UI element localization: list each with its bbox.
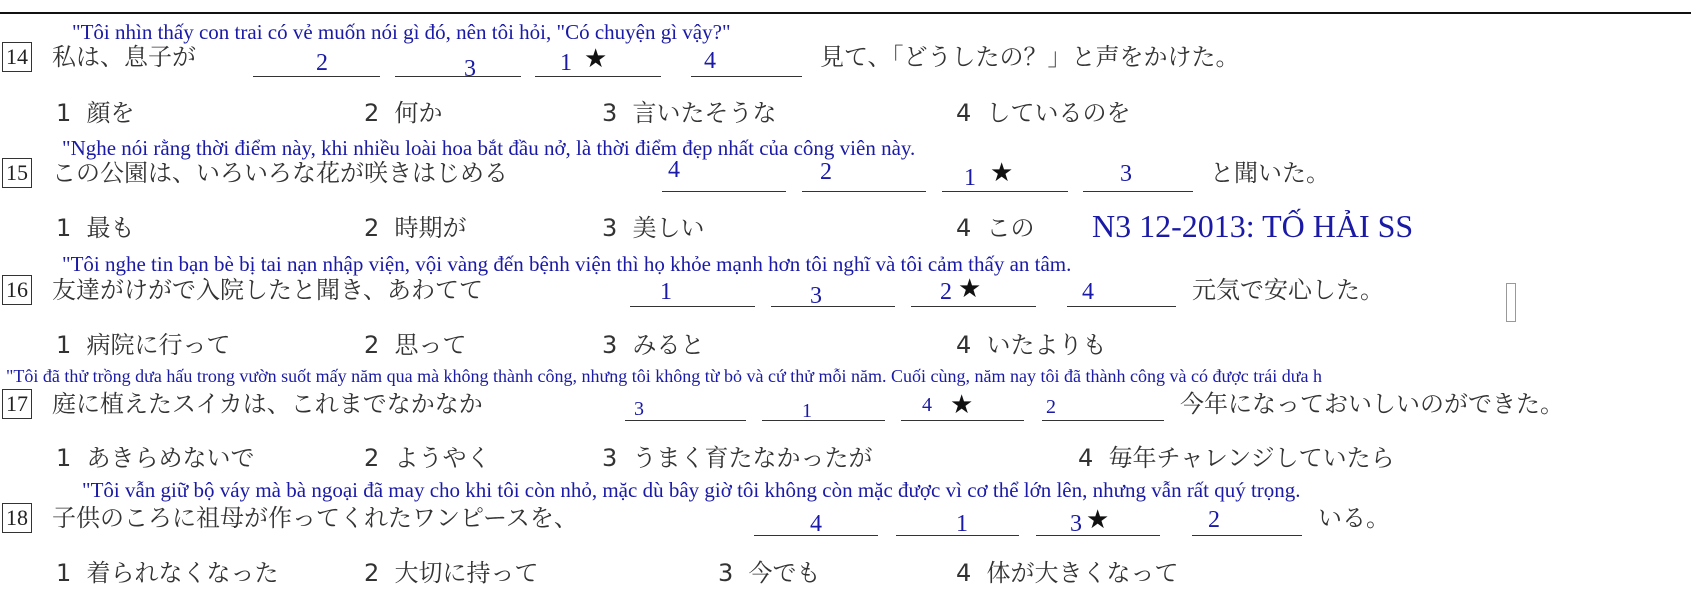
option-text: うまく育たなかったが (632, 444, 873, 472)
option-number: 4 (956, 559, 972, 587)
q14-sentence-start: 私は、息子が (52, 43, 196, 71)
q16-translation: "Tôi nghe tin bạn bè bị tai nạn nhập viện, vội vàng đến bệnh viện thì họ khỏe mạnh hơn tôi nghĩ và tôi cảm thấy an tâm. (62, 252, 1072, 276)
option-text: 着られなくなった (86, 559, 279, 587)
q15-answer-4: 3 (1120, 161, 1132, 187)
option-text: いたよりも (986, 331, 1107, 359)
q17-option-2[interactable] (364, 443, 491, 473)
option-text: しているのを (986, 99, 1131, 127)
q14-option-3[interactable] (602, 98, 777, 128)
option-number: 2 (364, 444, 380, 472)
q17-translation: "Tôi đã thử trồng dưa hấu trong vườn suốt mấy năm qua mà không thành công, nhưng tôi không từ bỏ và cứ thử mỗi năm. Cuối cùng, năm nay tôi đã thành công và có được trái dưa h (6, 366, 1322, 386)
q17-blank-2[interactable] (762, 390, 885, 421)
q16-blank-1[interactable] (630, 276, 755, 307)
q17-option-3[interactable] (602, 443, 873, 473)
q18-answer-2: 1 (956, 511, 968, 537)
q15-sentence-end: と聞いた。 (1210, 159, 1330, 187)
q17-answer-2: 1 (802, 400, 812, 422)
option-text: 顔を (86, 99, 135, 127)
q14-star-mark: ★ (584, 44, 608, 74)
document-watermark: N3 12-2013: TỐ HẢI SS (1092, 208, 1414, 244)
option-number: 1 (56, 214, 72, 242)
q18-sentence-start: 子供のころに祖母が作ってくれたワンピースを、 (52, 504, 578, 532)
option-text: 言いたそうな (632, 99, 777, 127)
q16-answer-1: 1 (660, 279, 672, 305)
option-text: 最も (86, 214, 135, 242)
q18-number: 18 (2, 503, 32, 533)
q15-option-1[interactable] (56, 213, 135, 243)
q18-translation: "Tôi vẫn giữ bộ váy mà bà ngoại đã may cho khi tôi còn nhỏ, mặc dù bây giờ tôi không còn mặc được vì cơ thể lớn lên, nhưng vẫn rất quý trọng. (82, 478, 1301, 502)
option-number: 2 (364, 99, 380, 127)
q17-star-mark: ★ (950, 390, 974, 420)
option-number: 3 (602, 444, 618, 472)
q14-answer-3: 1 (560, 50, 572, 76)
option-text: 思って (394, 331, 467, 359)
q15-option-2[interactable] (364, 213, 467, 243)
q15-sentence-start: この公園は、いろいろな花が咲きはじめる (52, 159, 508, 187)
option-number: 1 (56, 99, 72, 127)
q16-star-mark: ★ (958, 274, 982, 304)
q15-blank-4[interactable] (1083, 161, 1193, 192)
q14-answer-4: 4 (704, 48, 716, 74)
option-text: 時期が (394, 214, 467, 242)
q14-number: 14 (2, 42, 32, 72)
q17-sentence-start: 庭に植えたスイカは、これまでなかなか (52, 390, 483, 418)
q17-blank-4[interactable] (1042, 390, 1164, 421)
q14-option-1[interactable] (56, 98, 135, 128)
option-text: あきらめないで (86, 444, 255, 472)
q15-answer-1: 4 (668, 157, 680, 183)
q15-answer-2: 2 (820, 159, 832, 185)
option-text: この (986, 214, 1035, 242)
option-number: 3 (718, 559, 734, 587)
q18-option-4[interactable] (956, 558, 1179, 588)
q16-sentence-start: 友達がけがで入院したと聞き、あわてて (52, 276, 484, 304)
q14-sentence-end: 見て、「どうしたの？」と声をかけた。 (820, 43, 1240, 71)
option-text: 美しい (632, 214, 705, 242)
option-number: 3 (602, 331, 618, 359)
q14-blank-2[interactable] (395, 46, 521, 77)
q16-option-4[interactable] (956, 330, 1107, 360)
q18-answer-4: 2 (1208, 507, 1220, 533)
q17-answer-4: 2 (1046, 396, 1056, 418)
q17-answer-1: 3 (634, 398, 644, 420)
text-cursor (1506, 283, 1516, 322)
option-text: 大切に持って (394, 559, 539, 587)
option-number: 4 (1078, 444, 1094, 472)
option-number: 2 (364, 559, 380, 587)
q14-answer-2: 3 (464, 56, 476, 82)
option-text: 病院に行って (86, 331, 231, 359)
option-text: 毎年チャレンジしていたら (1108, 444, 1395, 472)
option-number: 3 (602, 214, 618, 242)
q16-blank-2[interactable] (771, 276, 895, 307)
option-number: 2 (364, 214, 380, 242)
q16-option-1[interactable] (56, 330, 231, 360)
option-number: 4 (956, 214, 972, 242)
option-number: 2 (364, 331, 380, 359)
q17-option-4[interactable] (1078, 443, 1395, 473)
option-number: 4 (956, 331, 972, 359)
q14-option-2[interactable] (364, 98, 443, 128)
option-number: 1 (56, 559, 72, 587)
q15-number: 15 (2, 158, 32, 188)
q18-star-mark: ★ (1086, 505, 1110, 535)
q18-answer-3: 3 (1070, 511, 1082, 537)
q14-answer-1: 2 (316, 50, 328, 76)
page-top-rule (0, 12, 1691, 14)
q18-option-3[interactable] (718, 558, 821, 588)
q16-option-2[interactable] (364, 330, 467, 360)
option-text: みると (632, 331, 705, 359)
q15-answer-3: 1 (964, 165, 976, 191)
q14-option-4[interactable] (956, 98, 1131, 128)
option-number: 1 (56, 444, 72, 472)
q16-number: 16 (2, 275, 32, 305)
option-text: 今でも (748, 559, 821, 587)
q18-sentence-end: いる。 (1318, 504, 1390, 532)
q17-answer-3: 4 (922, 394, 932, 416)
q18-option-2[interactable] (364, 558, 539, 588)
q16-option-3[interactable] (602, 330, 705, 360)
q17-number: 17 (2, 389, 32, 419)
q15-option-4[interactable] (956, 213, 1035, 243)
q15-star-mark: ★ (990, 158, 1014, 188)
q18-option-1[interactable] (56, 558, 279, 588)
option-number: 3 (602, 99, 618, 127)
q14-translation: "Tôi nhìn thấy con trai có vẻ muốn nói gì đó, nên tôi hỏi, "Có chuyện gì vậy?" (72, 20, 731, 44)
q17-sentence-end: 今年になっておいしいのができた。 (1180, 390, 1564, 418)
q18-answer-1: 4 (810, 511, 822, 537)
option-text: 体が大きくなって (986, 559, 1179, 587)
q17-option-1[interactable] (56, 443, 255, 473)
q15-blank-1[interactable] (662, 161, 786, 192)
q16-answer-3: 2 (940, 279, 952, 305)
q15-option-3[interactable] (602, 213, 705, 243)
q16-answer-2: 3 (810, 283, 822, 309)
option-text: 何か (394, 99, 443, 127)
option-number: 1 (56, 331, 72, 359)
q15-translation: "Nghe nói rằng thời điểm này, khi nhiều loài hoa bắt đầu nở, là thời điểm đẹp nhất của công viên này. (62, 136, 916, 160)
q16-sentence-end: 元気で安心した。 (1192, 276, 1384, 304)
option-text: ようやく (394, 444, 491, 472)
q16-answer-4: 4 (1082, 279, 1094, 305)
option-number: 4 (956, 99, 972, 127)
